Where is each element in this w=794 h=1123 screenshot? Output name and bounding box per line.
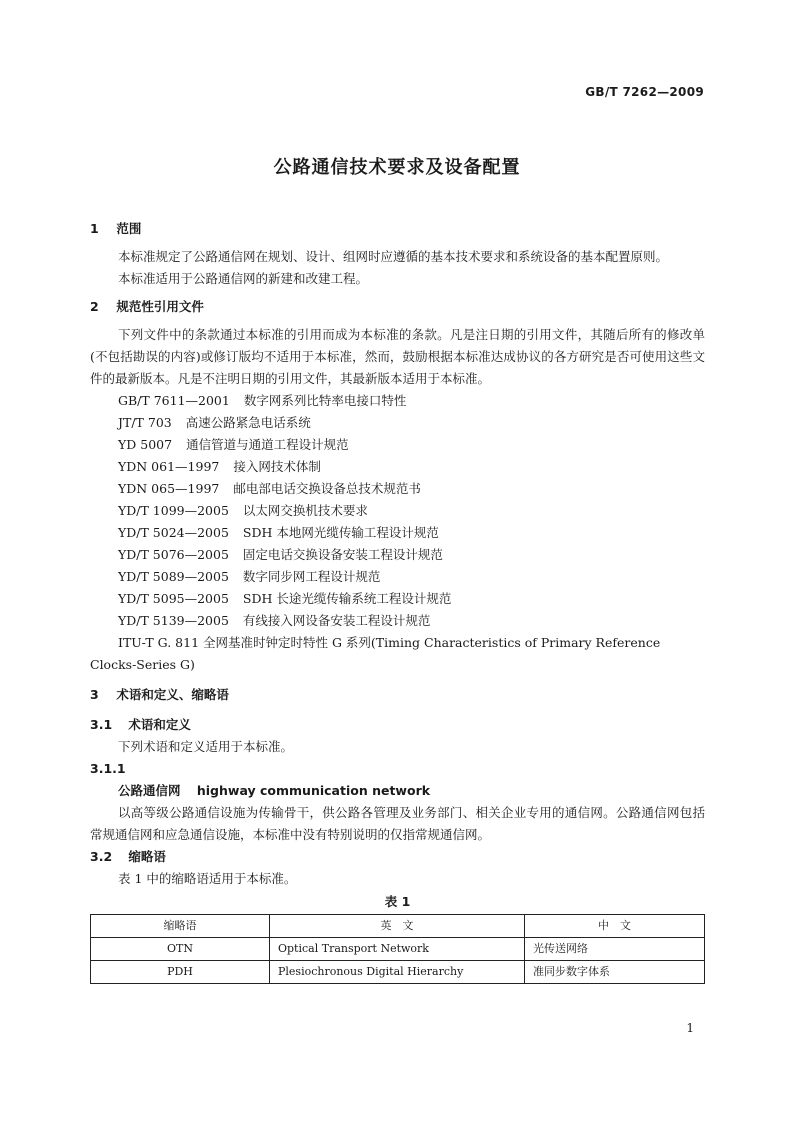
reference-code: YD 5007: [118, 437, 173, 452]
section-2-heading: [90, 296, 705, 318]
reference-code: YD/T 1099—2005: [118, 503, 229, 518]
reference-title: 接入网技术体制: [233, 459, 321, 474]
reference-title: SDH 本地网光缆传输工程设计规范: [242, 525, 439, 540]
document-body: [90, 218, 705, 984]
document-title: 公路通信技术要求及设备配置: [273, 157, 521, 178]
reference-code: YD/T 5139—2005: [118, 613, 229, 628]
section-number: 3: [90, 687, 99, 702]
section-number: 3.2: [90, 849, 113, 864]
reference-item: [90, 522, 705, 544]
paragraph: 下列术语和定义适用于本标准。: [118, 739, 294, 754]
section-title: 术语和定义: [128, 717, 191, 732]
paragraph: 本标准规定了公路通信网在规划、设计、组网时应遵循的基本技术要求和系统设备的基本配置原则。: [118, 249, 669, 264]
reference-item: [90, 390, 705, 412]
table-cell: 准同步数字体系: [525, 961, 705, 984]
table-caption: 表 1: [384, 894, 411, 909]
reference-code: YD/T 5089—2005: [118, 569, 229, 584]
term-english: highway communication network: [196, 783, 431, 798]
reference-item: [90, 588, 705, 610]
reference-code: YD/T 5024—2005: [118, 525, 229, 540]
section-number: 1: [90, 221, 99, 236]
section-3-heading: [90, 684, 705, 706]
reference-item: [90, 456, 705, 478]
table-cell: 光传送网络: [525, 938, 705, 961]
section-title: 范围: [116, 221, 142, 236]
column-header: 英 文: [270, 915, 525, 938]
section-number: 3.1: [90, 717, 113, 732]
reference-item: [90, 610, 705, 632]
reference-title: SDH 长途光缆传输系统工程设计规范: [242, 591, 452, 606]
reference-item: [90, 412, 705, 434]
column-header: 缩略语: [91, 915, 270, 938]
reference-code: YD/T 5076—2005: [118, 547, 229, 562]
page-number: 1: [686, 1021, 694, 1035]
table-row: [91, 938, 705, 961]
table-header-row: [91, 915, 705, 938]
term-number: 3.1.1: [90, 761, 126, 776]
reference-title: 以太网交换机技术要求: [242, 503, 368, 518]
term-definition: 以高等级公路通信设施为传输骨干，供公路各管理及业务部门、相关企业专用的通信网。公路通信网包括常规通信网和应急通信设施，本标准中没有特别说明的仅指常规通信网。: [90, 805, 705, 842]
reference-item: [90, 632, 705, 676]
term-name: [90, 780, 705, 802]
standard-code: GB/T 7262—2009: [585, 85, 704, 99]
table-cell: OTN: [91, 938, 270, 961]
reference-line: ITU-T G. 811 全网基准时钟定时特性 G 系列(Timing Characteristics of Primary Reference: [118, 635, 661, 650]
reference-title: 固定电话交换设备安装工程设计规范: [242, 547, 443, 562]
subsection-3-1-heading: [90, 714, 705, 736]
section-title: 术语和定义、缩略语: [116, 687, 229, 702]
reference-code: YD/T 5095—2005: [118, 591, 229, 606]
reference-item: [90, 478, 705, 500]
reference-title: 数字同步网工程设计规范: [242, 569, 381, 584]
table-cell: Optical Transport Network: [270, 938, 525, 961]
section-title: 规范性引用文件: [116, 299, 204, 314]
term-chinese: 公路通信网: [118, 783, 181, 798]
paragraph: 下列文件中的条款通过本标准的引用而成为本标准的条款。凡是注日期的引用文件，其随后所有的修改单(不包括勘误的内容)或修订版均不适用于本标准，然而，鼓励根据本标准达成协议的各方研究是否可使用这些文件的最新版本。凡是不注明日期的引用文件，其最新版本适用于本标准。: [90, 327, 705, 386]
reference-item: [90, 434, 705, 456]
reference-title: 高速公路紧急电话系统: [185, 415, 311, 430]
reference-item: [90, 566, 705, 588]
reference-title: 邮电部电话交换设备总技术规范书: [233, 481, 421, 496]
reference-list: [90, 390, 705, 632]
subsection-3-2-heading: [90, 846, 705, 868]
paragraph: 表 1 中的缩略语适用于本标准。: [118, 871, 297, 886]
reference-line: Clocks-Series G): [90, 657, 195, 672]
table-row: [91, 961, 705, 984]
reference-item: [90, 500, 705, 522]
reference-code: JT/T 703: [118, 415, 172, 430]
reference-title: 数字网系列比特率电接口特性: [243, 393, 407, 408]
reference-title: 有线接入网设备安装工程设计规范: [242, 613, 431, 628]
section-1-heading: [90, 218, 705, 240]
reference-code: YDN 061—1997: [118, 459, 220, 474]
reference-title: 通信管道与通道工程设计规范: [186, 437, 349, 452]
reference-code: YDN 065—1997: [118, 481, 220, 496]
reference-item: [90, 544, 705, 566]
column-header: 中 文: [525, 915, 705, 938]
abbreviation-table: [90, 914, 705, 984]
table-cell: PDH: [91, 961, 270, 984]
paragraph: 本标准适用于公路通信网的新建和改建工程。: [118, 271, 369, 286]
reference-code: GB/T 7611—2001: [118, 393, 230, 408]
table-cell: Plesiochronous Digital Hierarchy: [270, 961, 525, 984]
section-title: 缩略语: [128, 849, 166, 864]
section-number: 2: [90, 299, 99, 314]
